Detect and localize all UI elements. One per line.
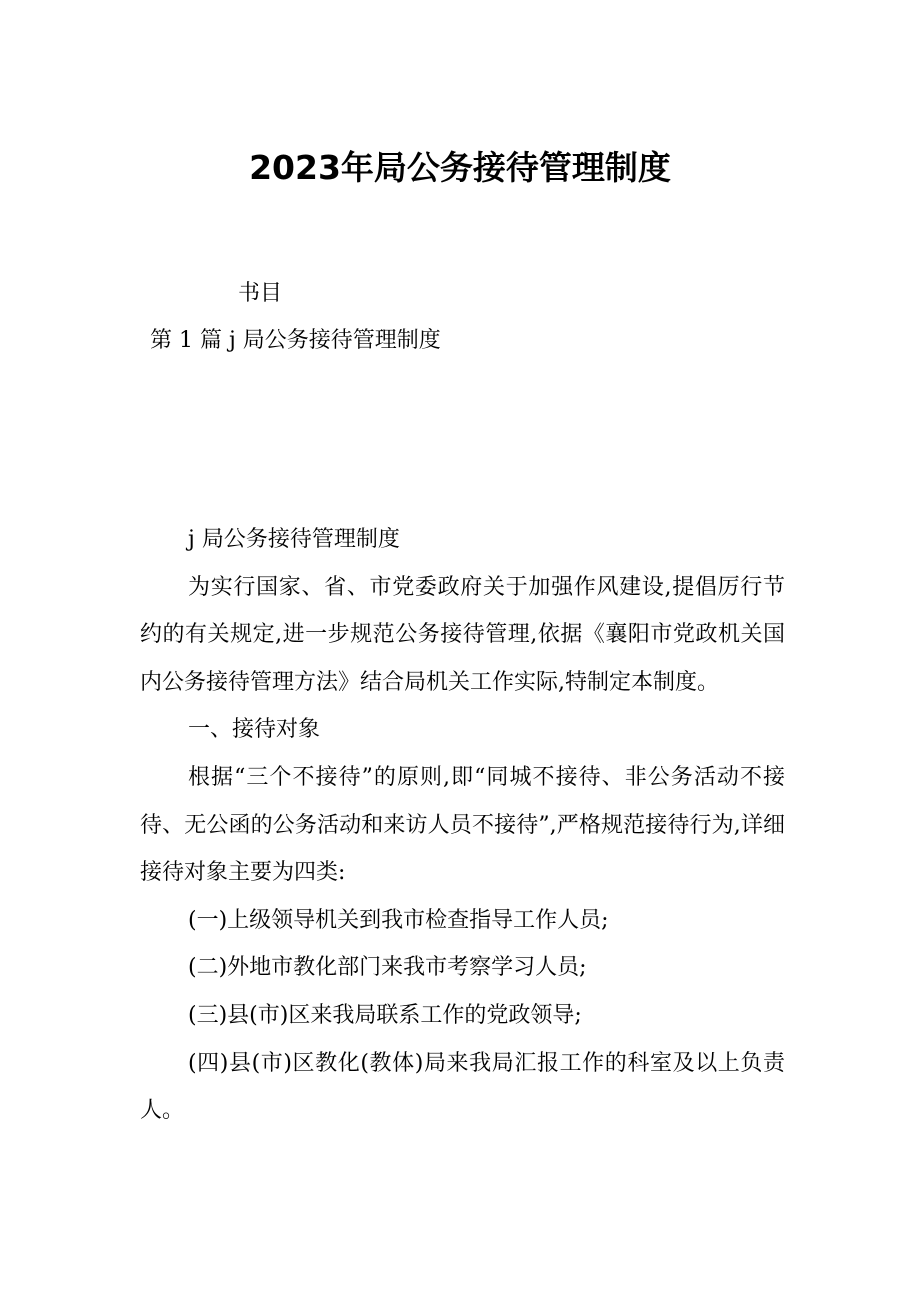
paragraph-intro: 为实行国家、省、市党委政府关于加强作风建设,提倡厉行节约的有关规定,进一步规范公务接待管理,依据《襄阳市党政机关国内公务接待管理方法》结合局机关工作实际,特制定本制度。 — [140, 574, 785, 695]
paragraph-principles: 根据“三个不接待”的原则,即“同城不接待、非公务活动不接待、无公函的公务活动和来访人员不接待”,严格规范接待行为,详细接待对象主要为四类: — [140, 764, 785, 886]
list-item: (一)上级领导机关到我市检查指导工作人员; — [188, 907, 609, 933]
section-title: j 局公务接待管理制度 — [188, 527, 400, 552]
toc-heading: 书目 — [238, 281, 283, 306]
document-body — [140, 516, 785, 1135]
list-item: (二)外地市教化部门来我市考察学习人员; — [188, 955, 587, 981]
toc-entry[interactable]: 第 1 篇 j 局公务接待管理制度 — [150, 328, 441, 353]
heading-reception-targets: 一、接待对象 — [188, 717, 321, 743]
list-item: (四)县(市)区教化(教体)局来我局汇报工作的科室及以上负责人。 — [140, 1050, 785, 1124]
list-item: (三)县(市)区来我局联系工作的党政领导; — [188, 1002, 582, 1028]
document-title: 2023年局公务接待管理制度 — [249, 148, 671, 187]
